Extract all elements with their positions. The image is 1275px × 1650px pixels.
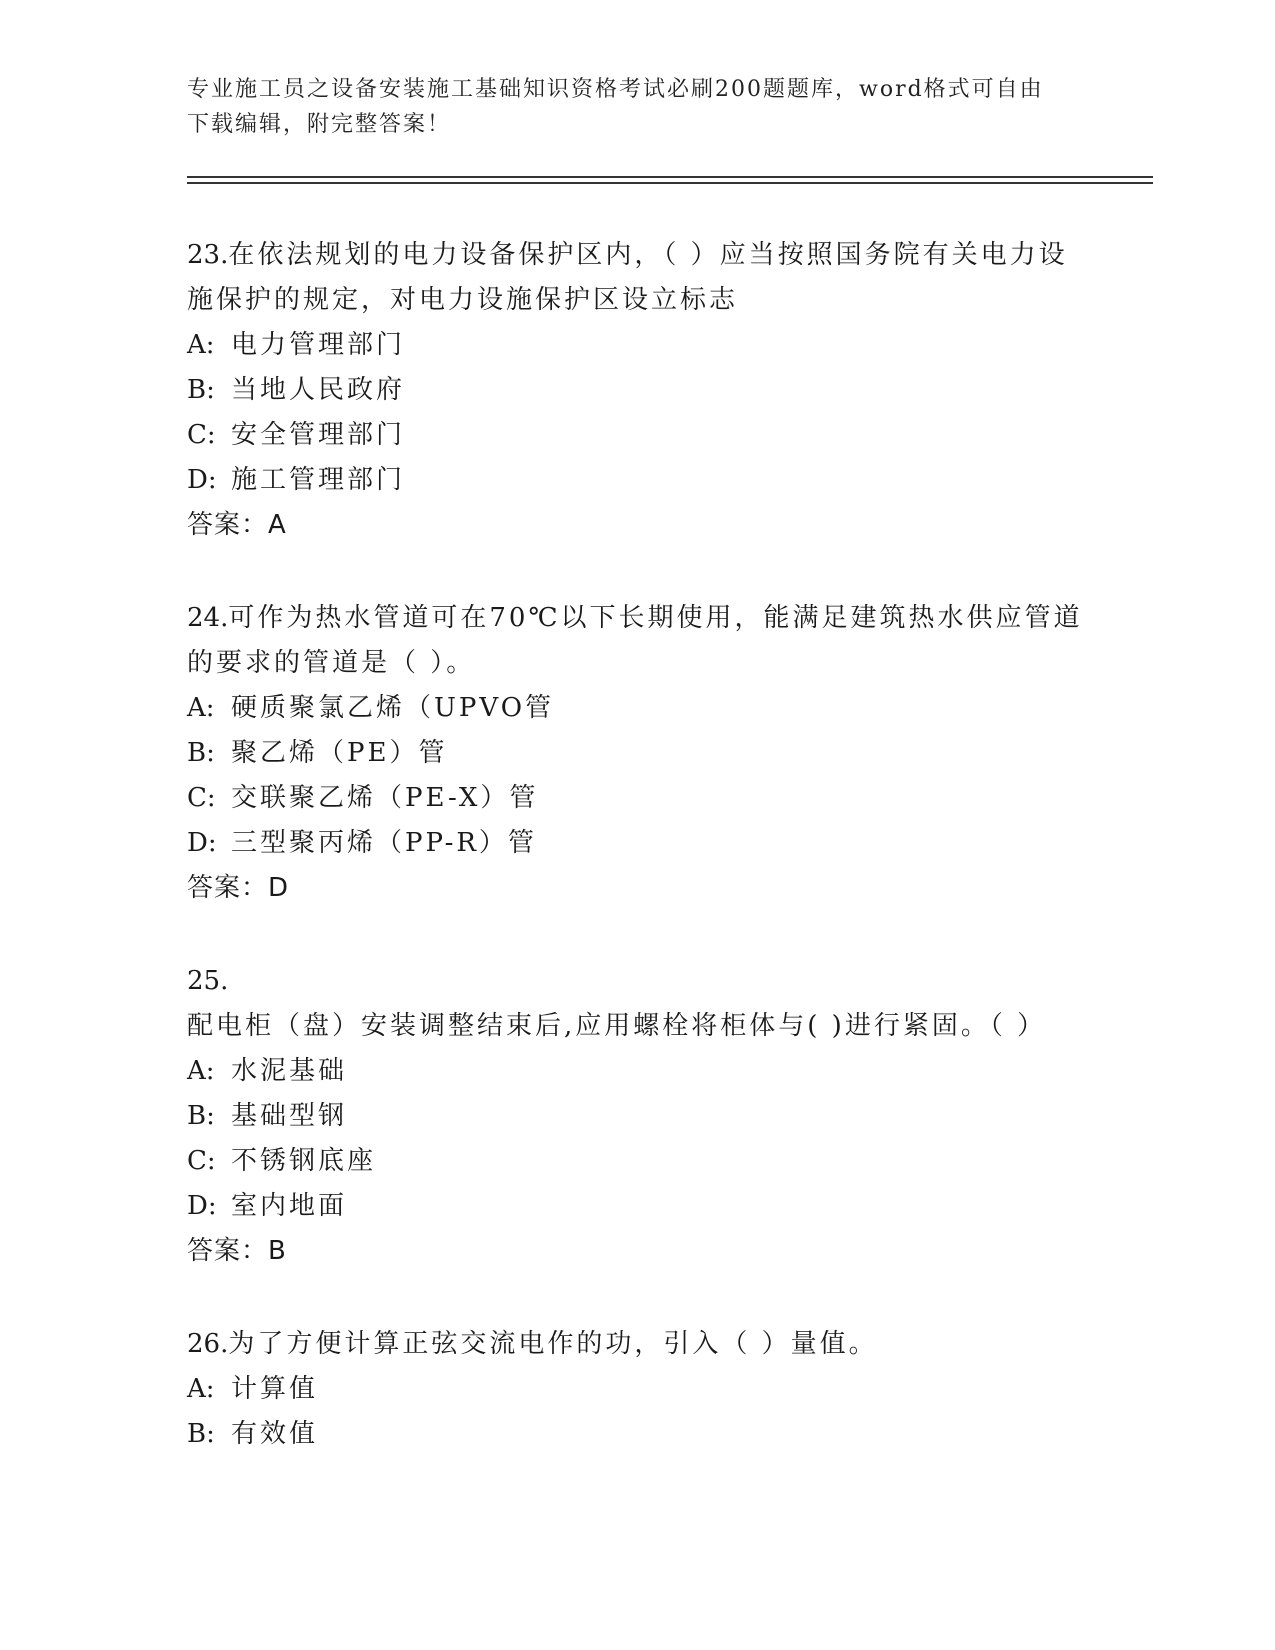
option-d (187, 458, 1087, 503)
option-text: 计算值 (231, 1374, 319, 1404)
option-letter: C: (187, 783, 216, 813)
answer-line: 答案：A (187, 510, 287, 540)
option-c (187, 1139, 1087, 1184)
document-header: 专业施工员之设备安装施工基础知识资格考试必刷200题题库，word格式可自由下载编辑，附完整答案！ (187, 77, 1044, 137)
option-text: 施工管理部门 (231, 465, 406, 495)
option-b (187, 731, 1087, 776)
question-stem: 可作为热水管道可在70℃以下长期使用，能满足建筑热水供应管道的要求的管道是（ ）。 (187, 603, 1083, 678)
option-a (187, 1049, 1087, 1094)
option-b (187, 368, 1087, 413)
option-letter: A: (187, 1374, 215, 1404)
question-26 (187, 1322, 1087, 1457)
option-letter: A: (187, 693, 215, 723)
option-letter: D: (187, 1191, 217, 1221)
option-d (187, 821, 1087, 866)
option-text: 室内地面 (231, 1191, 348, 1221)
question-stem: 配电柜（盘）安装调整结束后,应用螺栓将柜体与( )进行紧固。（ ） (187, 1011, 1047, 1041)
question-text (187, 959, 1087, 1049)
option-text: 水泥基础 (231, 1056, 348, 1086)
answer-line: 答案：B (187, 1236, 287, 1266)
question-number: 23. (187, 240, 229, 270)
question-text (187, 1322, 1087, 1367)
option-letter: B: (187, 1101, 215, 1131)
header-divider-bottom (187, 182, 1153, 184)
option-letter: A: (187, 330, 215, 360)
option-text: 不锈钢底座 (231, 1146, 377, 1176)
option-letter: D: (187, 828, 217, 858)
option-text: 安全管理部门 (231, 420, 406, 450)
option-text: 硬质聚氯乙烯（UPVO管 (231, 693, 555, 723)
option-c (187, 776, 1087, 821)
option-letter: B: (187, 738, 215, 768)
option-text: 基础型钢 (231, 1101, 348, 1131)
question-24 (187, 596, 1087, 911)
question-stem: 在依法规划的电力设备保护区内，（ ）应当按照国务院有关电力设施保护的规定，对电力设施保护区设立标志 (187, 240, 1068, 315)
option-text: 三型聚丙烯（PP-R）管 (231, 828, 537, 858)
question-25 (187, 959, 1087, 1274)
question-number: 24. (187, 603, 229, 633)
option-letter: B: (187, 1419, 215, 1449)
option-a (187, 1367, 1087, 1412)
option-text: 当地人民政府 (231, 375, 406, 405)
option-letter: C: (187, 1146, 216, 1176)
question-stem: 为了方便计算正弦交流电作的功，引入（ ）量值。 (228, 1329, 878, 1359)
question-text (187, 596, 1087, 686)
answer-line: 答案：D (187, 873, 290, 903)
header-divider-top (187, 176, 1153, 178)
option-letter: C: (187, 420, 216, 450)
option-b (187, 1412, 1087, 1457)
option-c (187, 413, 1087, 458)
question-text (187, 233, 1087, 323)
option-a (187, 323, 1087, 368)
option-text: 聚乙烯（PE）管 (231, 738, 448, 768)
option-d (187, 1184, 1087, 1229)
question-23 (187, 233, 1087, 548)
option-b (187, 1094, 1087, 1139)
option-a (187, 686, 1087, 731)
option-text: 有效值 (231, 1419, 319, 1449)
question-number: 26. (187, 1329, 229, 1359)
option-text: 电力管理部门 (231, 330, 406, 360)
option-letter: B: (187, 375, 215, 405)
option-letter: A: (187, 1056, 215, 1086)
option-text: 交联聚乙烯（PE-X）管 (231, 783, 539, 813)
question-number: 25. (187, 966, 229, 996)
option-letter: D: (187, 465, 217, 495)
